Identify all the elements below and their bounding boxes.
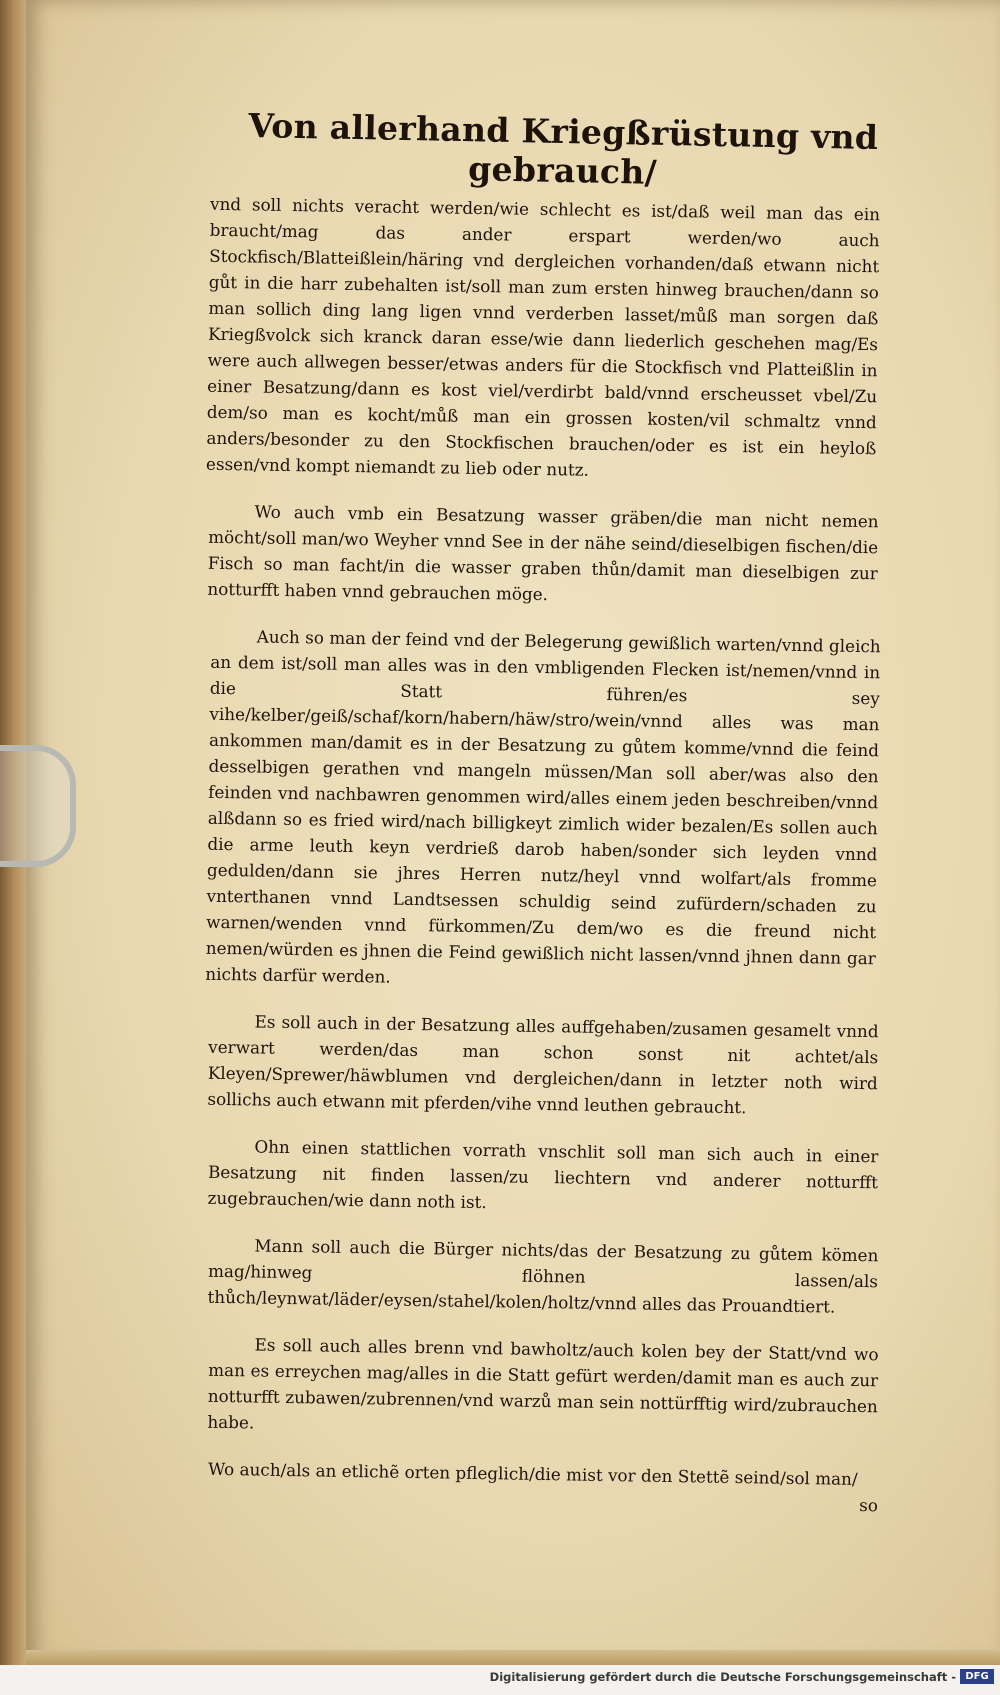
paragraph-7: Es soll auch alles brenn vnd bawholtz/auch kolen bey der Statt/vnd wo man es erreychen mag/alles in die Statt gefürt werden/damit man es auch zur notturfft zubawen/zubrennen/vnd warzů man sein nottürfftig wird/zubrauchen habe. (207, 1334, 879, 1433)
footer-credit: Digitalisierung gefördert durch die Deutsche Forschungsgemeinschaft - (489, 1670, 956, 1684)
clip-icon (0, 745, 76, 867)
paragraph-5: Ohn einen stattlichen vorrath vnschlit soll man sich auch in einer Besatzung nit finden lassen/zu liechtern vnd anderer notturfft zugebrauchen/wie dann noth ist. (207, 1136, 879, 1213)
paragraph-6: Mann soll auch die Bürger nichts/das der Besatzung zu gůtem kömen mag/hinweg flöhnen lassen/als thůch/leynwat/läder/eysen/stahel/kolen/holtz/vnnd alles das Prouandtiert. (207, 1235, 879, 1317)
page-text-block (205, 105, 881, 1516)
paragraph-2: Wo auch vmb ein Besatzung wasser gräben/die man nicht nemen möcht/soll man/wo Weyher vnnd See in der nähe seind/dieselbigen fischen/die Fisch so man facht/in die wasser graben thůn/damit man dieselbigen zur notturfft haben vnnd gebrauchen möge. (207, 501, 879, 605)
paragraph-3: Auch so man der feind vnd der Belegerung gewißlich warten/vnnd gleich an dem ist/soll man alles was in den vmbligenden Flecken ist/nemen/vnnd in die Statt führen/es sey vihe/kelber/geiß/schaf/korn/habern/häw/stro/wein/vnnd alles was man ankommen man/damit es in der Besatzung zu gůtem komme/vnnd die feind desselbigen gerathen vnd mangeln müssen/Man soll aber/was also den feinden vnd nachbawren genommen wird/alles einem jeden beschreiben/vnnd alßdann so es fried wird/nach billigkeyt zimlich wider bezalen/Es sollen auch die arme leuth keyn verdrieß darob haben/sonder sich leyden vnnd gedulden/dann sie jhres Herren nutz/heyl vnnd wolfart/als fromme vnterthanen vnnd Landtsessen schuldig seind zufürdern/schaden zu warnen/wenden vnnd fürkommen/Zu dem/wo es die freund nicht nemen/würden es jhnen die Feind gewißlich nicht lassen/vnnd jhnen dann gar nichts darfür werden. (205, 626, 881, 987)
paragraph-4: Es soll auch in der Besatzung alles auffgehaben/zusamen gesamelt vnnd verwart werden/das man schon sonst nit achtet/als Kleyen/Sprewer/häwblumen vnd dergleichen/dann in letzter noth wird sollichs auch etwann mit pferden/vihe vnnd leuthen gebraucht. (207, 1011, 879, 1118)
paragraph-8: Wo auch/als an etlichẽ orten pfleglich/die mist vor den Stettẽ seind/sol man/ (207, 1458, 858, 1489)
page-bottom-edge (26, 1650, 1000, 1665)
page-heading: Von allerhand Kriegßrüstung vnd gebrauch/ (248, 105, 879, 192)
paragraph-1: vnd soll nichts veracht werden/wie schlecht es ist/daß weil man das ein braucht/mag das ander erspart werden/wo auch Stockfisch/Blatteißlein/häring vnd dergleichen vorhanden/daß etwann nicht gůt in die harr zubehalten ist/soll man zum ersten hinweg brauchen/dann so man sollich ding lang ligen vnnd verderben lasset/můß man sorgen daß Kriegßvolck sich kranck daran esse/wie dann liederlich geschehen mag/Es were auch allwegen besser/etwas anders für die Stockfisch vnd Platteißlin in einer Besatzung/dann es kost viel/verdirbt bald/vnnd erscheusset vbel/Zu dem/so man es kocht/můß man ein grossen kosten/vil schmaltz vnnd anders/besonder zu den Stockfischen brauchen/oder es ist ein heyloß essen/vnd kompt niemandt zu lieb oder nutz. (205, 193, 881, 480)
dfg-logo-icon: DFG (960, 1669, 994, 1684)
catchword: so (859, 1494, 879, 1516)
